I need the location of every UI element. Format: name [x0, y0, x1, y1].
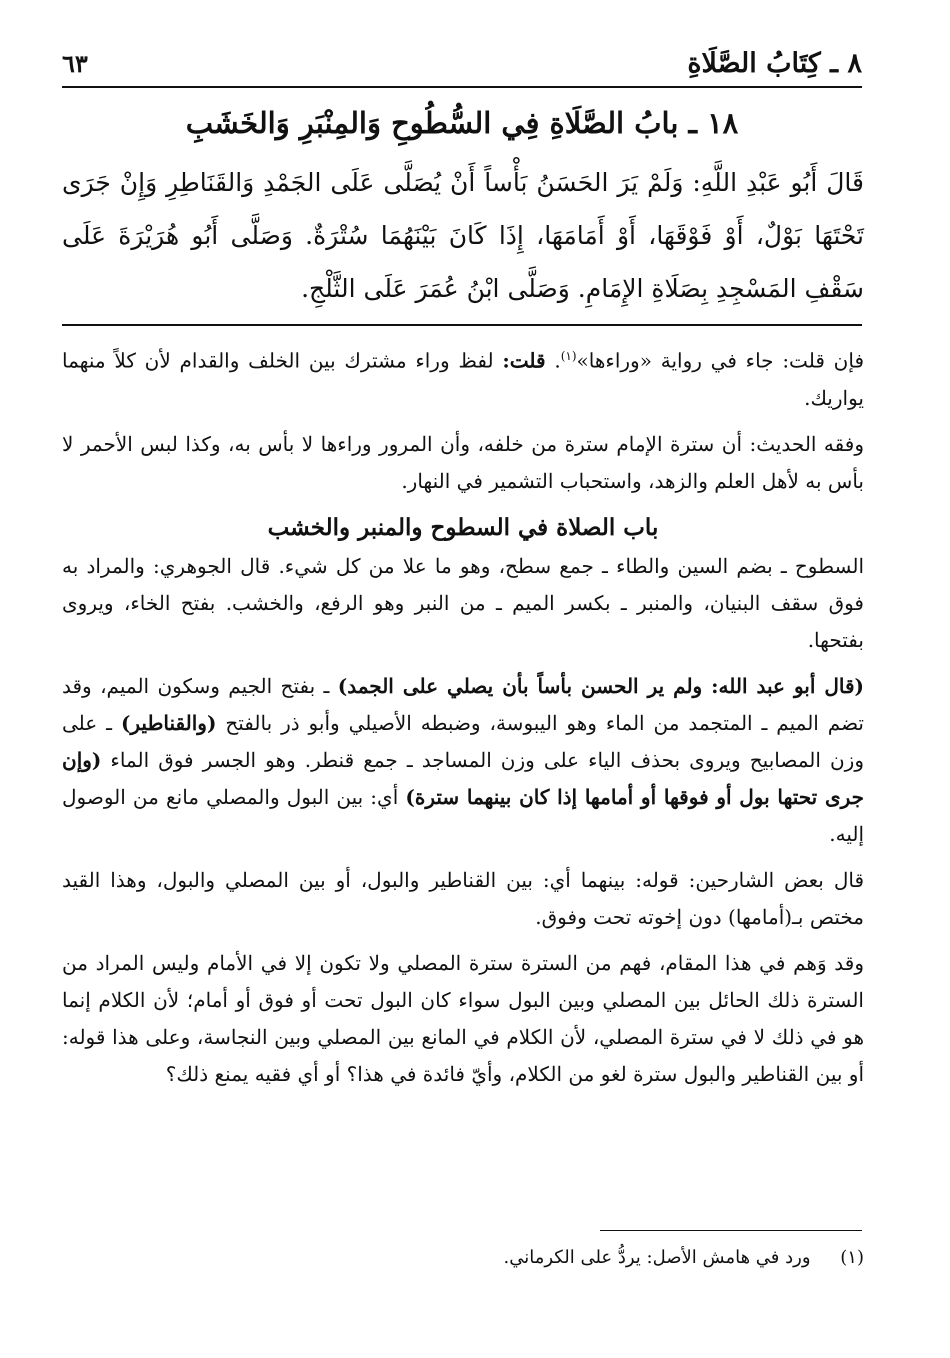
footnote-marker: (١) [560, 349, 577, 363]
footnote-number: (١) [840, 1247, 864, 1268]
hadith-paragraph: قَالَ أَبُو عَبْدِ اللَّهِ: وَلَمْ يَرَ الحَسَنُ بَأْساً أَنْ يُصَلَّى عَلَى الجَمْدِ وَالقَنَاطِرِ وَإِنْ جَرَى تَحْتَهَا بَوْلٌ، أَوْ فَوْقَهَا، أَوْ أَمَامَهَا، إِذَا كَانَ بَيْنَهُمَا سُتْرَةٌ. وَصَلَّى أَبُو هُرَيْرَةَ عَلَى سَقْفِ المَسْجِدِ بِصَلَاةِ الإِمَامِ. وَصَلَّى ابْنُ عُمَرَ عَلَى الثَّلْجِ. [62, 168, 864, 303]
bold-quote: (قال أبو عبد الله: ولم ير الحسن بأساً بأن يصلي على الجمد) [337, 673, 865, 698]
commentary-subheading: باب الصلاة في السطوح والمنبر والخشب [267, 513, 659, 541]
bold-quote: (والقناطير) [120, 710, 217, 735]
commentary-paragraph-2: وفقه الحديث: أن سترة الإمام سترة من خلفه، وأن المرور وراءها لا بأس به، وكذا لبس الأحمر لا بأس به لأهل العلم والزهد، واستحباب التشمير في النهار. [62, 431, 864, 493]
text-run: أي: بين البول والمصلي مانع من الوصول إليه. [62, 784, 864, 846]
text-run: . [545, 348, 561, 373]
bold-term: قلت: [502, 348, 546, 373]
text-run: ـ على وزن المصابيح ويروى بحذف الياء على وزن المساجد ـ جمع قنطر. وهو الجسر فوق الماء [62, 710, 864, 772]
footnote-text: ورد في هامش الأصل: يردُّ على الكرماني. [503, 1247, 811, 1268]
text-run: لفظ وراء مشترك بين الخلف والقدام لأن كلاً منهما يواريك. [62, 348, 864, 410]
footnote [62, 1244, 864, 1272]
commentary-paragraph-3: السطوح ـ بضم السين والطاء ـ جمع سطح، وهو ما علا من كل شيء. قال الجوهري: والمراد به فوق سقف البنيان، والمنبر ـ بكسر الميم ـ من النبر وهو الرفع، والخشب. بفتح الخاء، ويروى بفتحها. [62, 553, 865, 652]
bold-quote: (وإن جرى تحتها بول أو فوقها أو أمامها إذا كان بينهما سترة) [62, 747, 864, 809]
running-title: ٨ ـ كِتَابُ الصَّلَاةِ [687, 47, 862, 79]
commentary-paragraph-4 [62, 668, 864, 853]
page-header [62, 40, 862, 88]
footnote-separator [600, 1230, 862, 1231]
text-run: فإن قلت: جاء في رواية «وراءها» [576, 348, 864, 373]
commentary-paragraph-1 [62, 338, 864, 417]
hadith-text [62, 156, 864, 315]
commentary-paragraph-6: وقد وَهم في هذا المقام، فهم من السترة سترة المصلي ولا تكون إلا في الأمام وليس المراد من السترة ذلك الحائل بين المصلي وبين البول سواء كان البول تحت أو فوق أو أمام؛ لأن الكلام إنما هو في ذلك لا في سترة المصلي، لأن الكلام في المانع بين المصلي وبين النجاسة، وعلى هذا قوله: أو بين القناطير والبول سترة لغو من الكلام، وأيّ فائدة في هذا؟ أو أي فقيه يمنع ذلك؟ [62, 950, 864, 1086]
chapter-title: ١٨ ـ بابُ الصَّلَاةِ فِي السُّطُوحِ وَالمِنْبَرِ وَالخَشَبِ [185, 106, 739, 140]
text-run: ـ بفتح الجيم وسكون الميم، وقد تضم الميم ـ المتجمد من الماء وهو اليبوسة، وضبطه الأصيلي وأبو ذر بالفتح [62, 673, 864, 735]
commentary [62, 338, 864, 1102]
text-separator [62, 324, 862, 326]
commentary-paragraph-5: قال بعض الشارحين: قوله: بينهما أي: بين القناطير والبول، أو بين المصلي والبول، وهذا القيد مختص بـ(أمامها) دون إخوته تحت وفوق. [62, 867, 864, 929]
page-number: ٦٣ [62, 48, 88, 78]
